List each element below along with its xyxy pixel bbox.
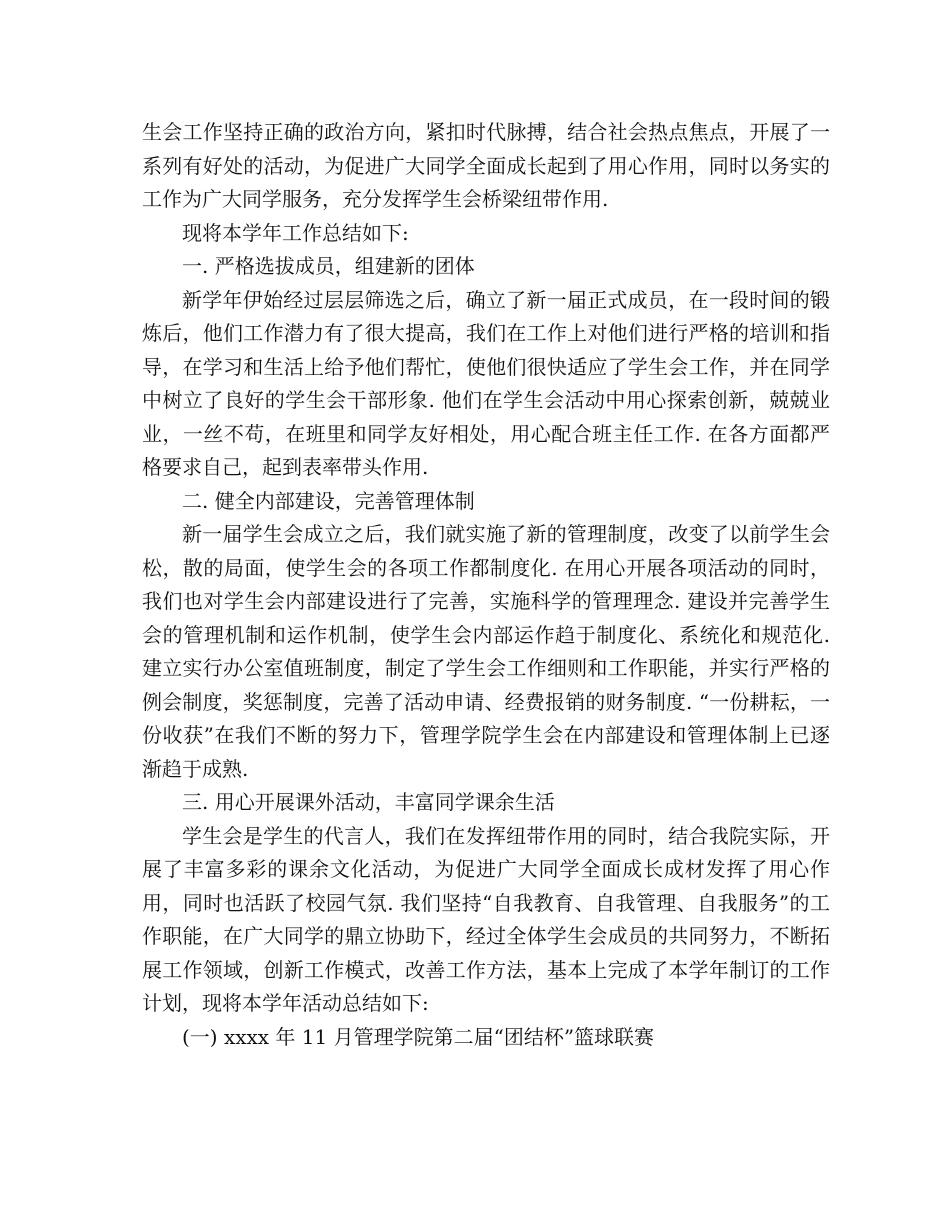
paragraph-section-3: 学生会是学生的代言人，我们在发挥纽带作用的同时，结合我院实际，开展了丰富多彩的课余文化活动，为促进广大同学全面成长成材发挥了用心作用，同时也活跃了校园气氛. 我们坚持“自我教育、自我管理、自我服务”的工作职能，在广大同学的鼎立协助下，经过全体学生会成员的共同努力，不断拓展工作领域，创新工作模式，改善工作方法，基本上完成了本学年制订的工作计划，现将本学年活动总结如下: <box>142 823 830 1015</box>
section-heading-3: 三. 用心开展课外活动，丰富同学课余生活 <box>182 790 555 814</box>
paragraph-section-2: 新一届学生会成立之后，我们就实施了新的管理制度，改变了以前学生会松，散的局面，使学生会的各项工作都制度化. 在用心开展各项活动的同时，我们也对学生会内部建设进行了完善，实施科学的管理理念. 建设并完善学生会的管理机制和运作机制，使学生会内部运作趋于制度化、系统化和规范化. 建立实行办公室值班制度，制定了学生会工作细则和工作职能，并实行严格的例会制度，奖惩制度，完善了活动申请、经费报销的财务制度. “一份耕耘，一份收获”在我们不断的努力下，管理学院学生会在内部建设和管理体制上已逐渐趋于成熟. <box>142 522 830 781</box>
paragraph-intro-continued: 生会工作坚持正确的政治方向，紧扣时代脉搏，结合社会热点焦点，开展了一系列有好处的活动，为促进广大同学全面成长起到了用心作用，同时以务实的工作为广大同学服务，充分发挥学生会桥梁纽带作用. <box>142 120 830 211</box>
paragraph-section-1: 新学年伊始经过层层筛选之后，确立了新一届正式成员，在一段时间的锻炼后，他们工作潜力有了很大提高，我们在工作上对他们进行严格的培训和指导，在学习和生活上给予他们帮忙，使他们很快适应了学生会工作，并在同学中树立了良好的学生会干部形象. 他们在学生会活动中用心探索创新，兢兢业业，一丝不苟，在班里和同学友好相处，用心配合班主任工作. 在各方面都严格要求自己，起到表率带头作用. <box>142 287 830 479</box>
paragraph-summary-lead: 现将本学年工作总结如下: <box>182 220 409 245</box>
subsection-heading-1: (一) xxxx 年 11 月管理学院第二届“团结杯”篮球联赛 <box>182 1024 655 1049</box>
section-heading-1: 一. 严格选拔成员，组建新的团体 <box>182 254 475 278</box>
section-heading-2: 二. 健全内部建设，完善管理体制 <box>182 488 475 513</box>
document-body <box>142 116 830 1054</box>
